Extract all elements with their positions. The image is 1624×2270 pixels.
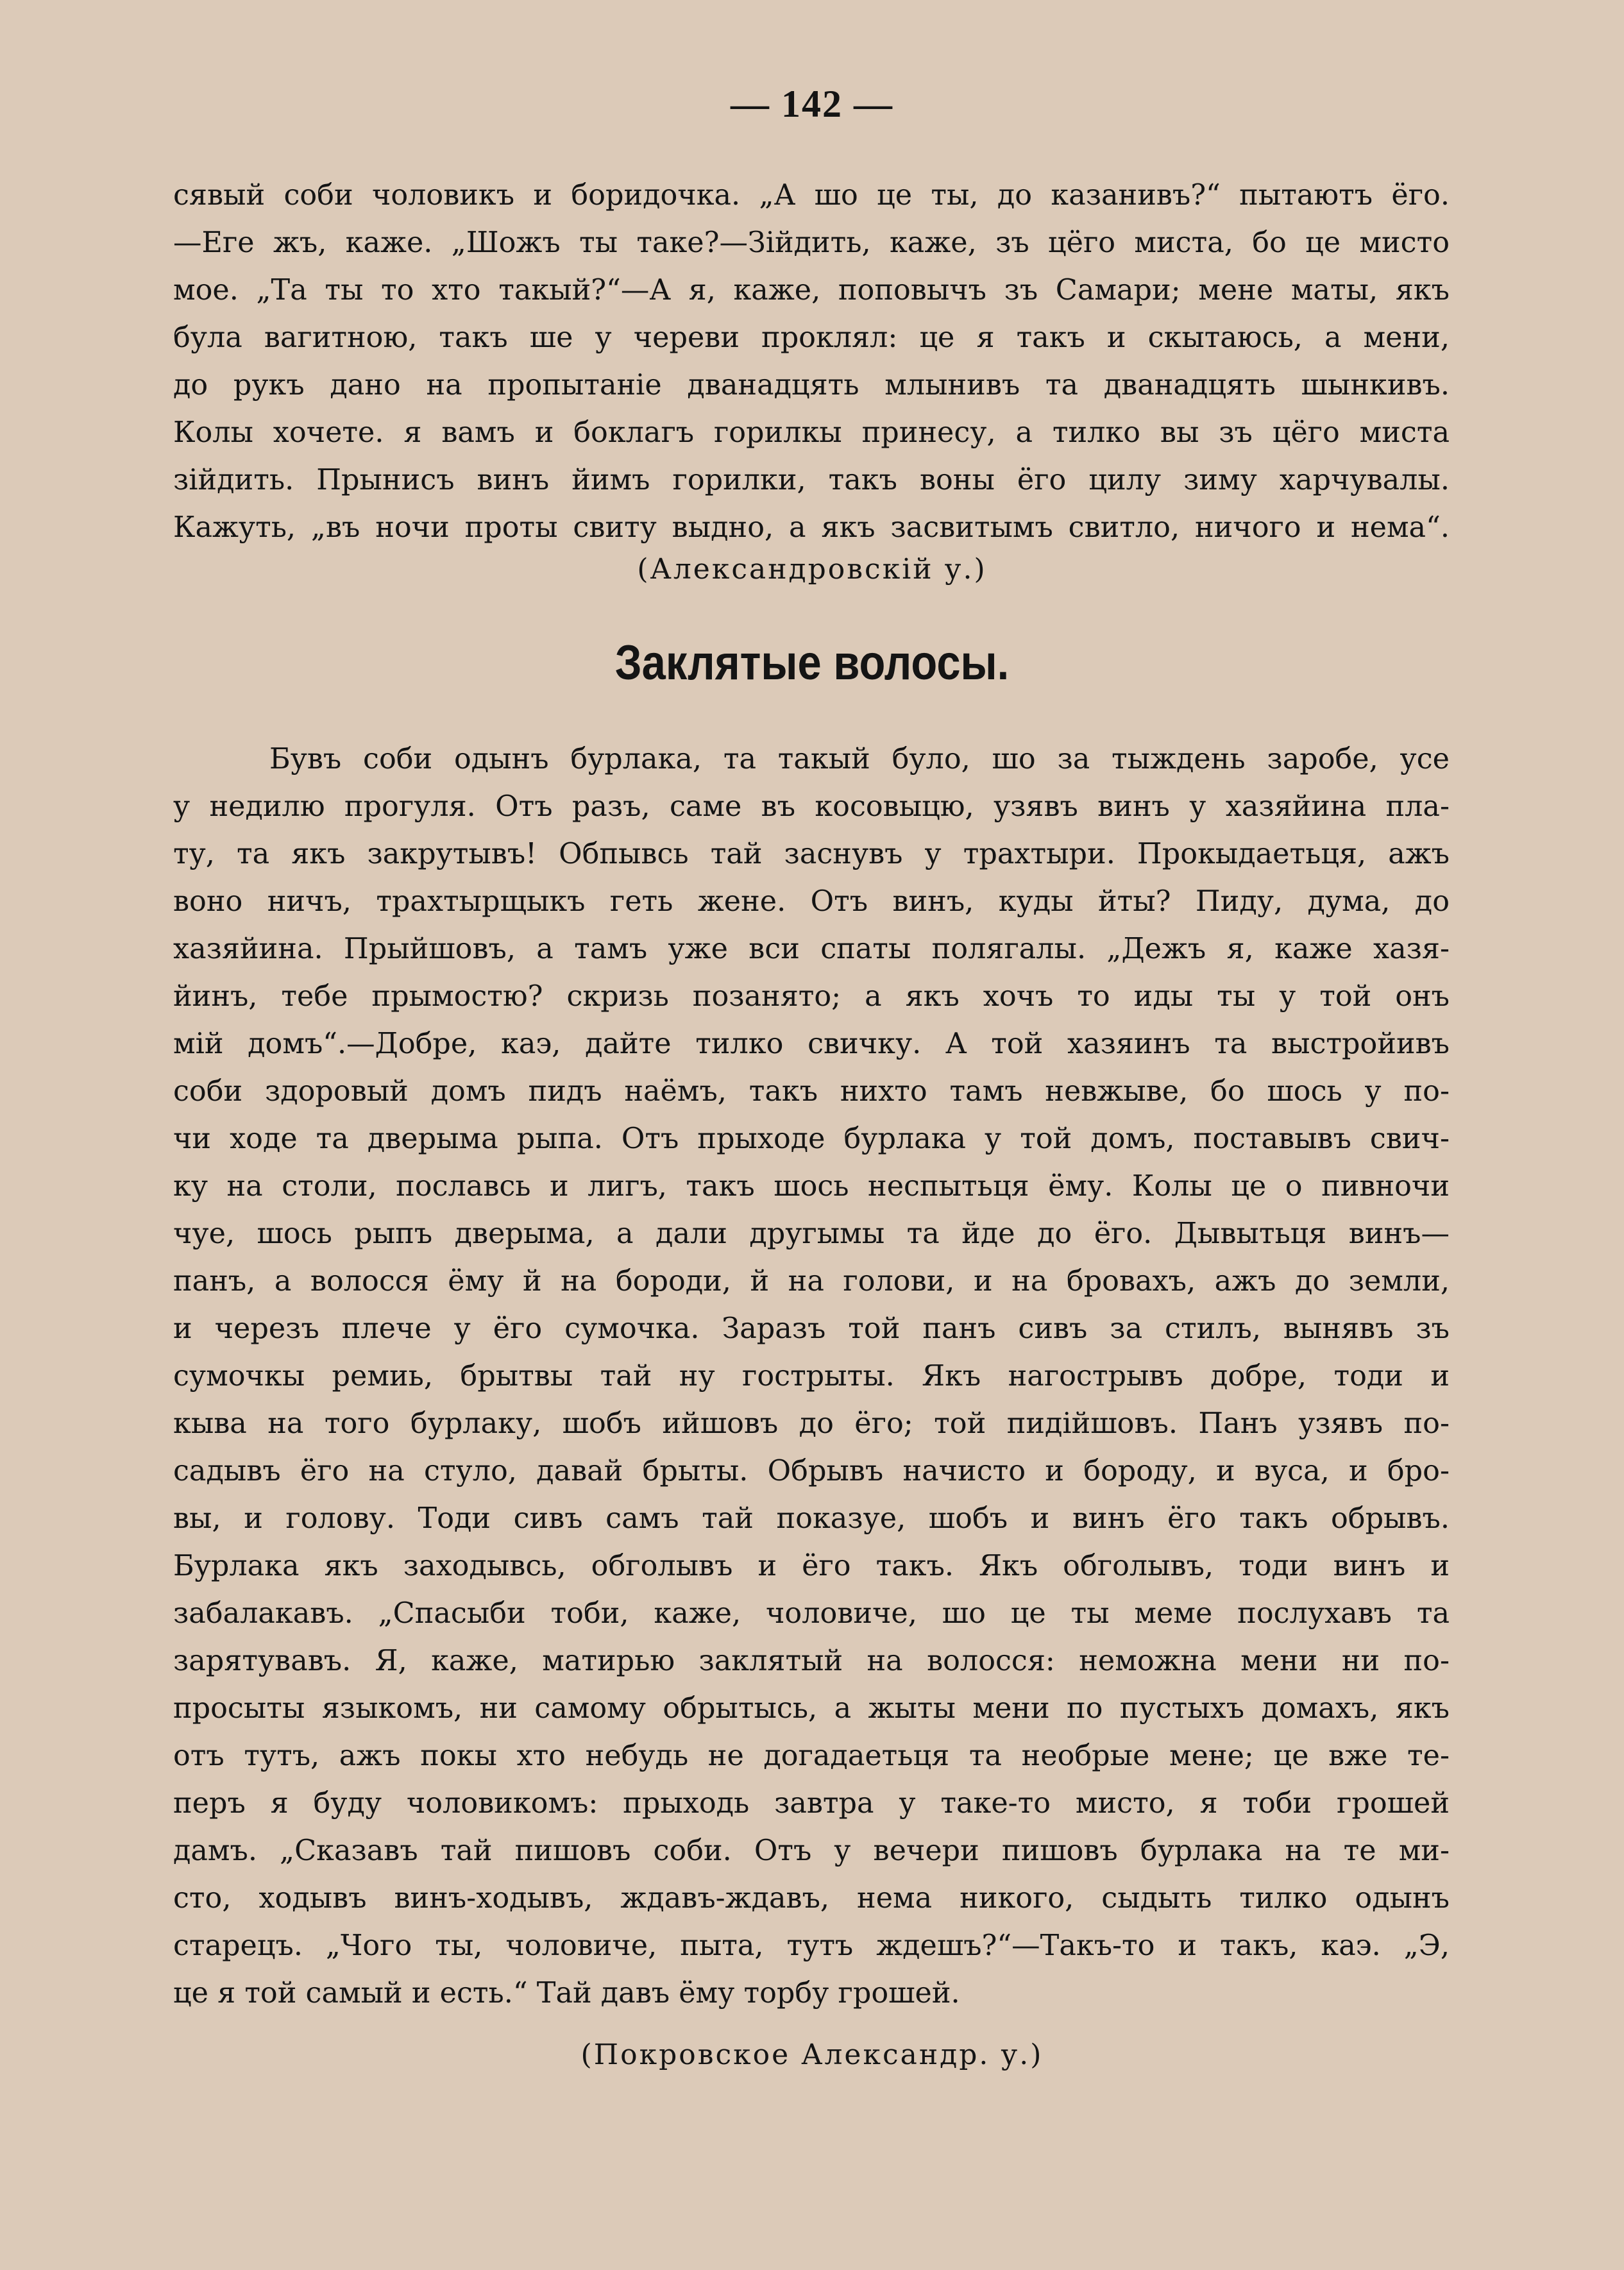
text-line: сумочкы ремиь, брытвы тай ну гострыты. Якъ нагострывъ добре, тоди и [173, 1360, 1450, 1393]
text-line: панъ, а волосся ёму й на бороди, й на голови, и на бровахъ, ажъ до земли, [173, 1265, 1450, 1298]
text-line: Бурлака якъ заходывсь, обголывъ и ёго такъ. Якъ обголывъ, тоди винъ и [173, 1550, 1450, 1582]
text-line: соби здоровый домъ пидъ наёмъ, такъ нихто тамъ невжыве, бо шось у по- [173, 1075, 1450, 1108]
text-line: Колы хочете. я вамъ и боклагъ горилкы принесу, а тилко вы зъ цёго миста [173, 416, 1450, 449]
text-line: сто, ходывъ винъ-ходывъ, ждавъ-ждавъ, нема никого, сыдыть тилко одынъ [173, 1882, 1450, 1915]
text-line: —Еге жъ, каже. „Шожъ ты таке?—Зійдить, каже, зъ цёго миста, бо це мисто [173, 226, 1450, 259]
story-ending [173, 172, 1450, 552]
text-line: зарятувавъ. Я, каже, матирью заклятый на волосся: неможна мени ни по- [173, 1645, 1450, 1677]
text-line: Бувъ соби одынъ бурлака, та такый було, шо за тыждень заробе, усе [269, 743, 1450, 775]
text-line: просыты языкомъ, ни самому обрытысь, а жыты мени по пустыхъ домахъ, якъ [173, 1692, 1450, 1725]
text-line: воно ничъ, трахтырщыкъ геть жене. Отъ винъ, куды йты? Пиду, дума, до [173, 885, 1450, 918]
text-line: ту, та якъ закрутывъ! Обпывсь тай заснувъ у трахтыри. Прокыдаетьця, ажъ [173, 838, 1450, 870]
text-line: старецъ. „Чого ты, чоловиче, пыта, тутъ ждешъ?“—Такъ-то и такъ, каэ. „Э, [173, 1929, 1450, 1962]
text-line: чи ходе та дверыма рыпа. Отъ прыходе бурлака у той домъ, поставывъ свич- [173, 1122, 1450, 1155]
text-line: мое. „Та ты то хто такый?“—А я, каже, поповычъ зъ Самари; мене маты, якъ [173, 274, 1450, 307]
text-line: була вагитною, такъ ше у череви проклял: це я такъ и скытаюсь, а мени, [173, 321, 1450, 354]
text-line: перъ я буду чоловикомъ: прыходь завтра у таке-то мисто, я тоби грошей [173, 1787, 1450, 1820]
text-line: до рукъ дано на пропытаніе дванадцять млынивъ та дванадцять шынкивъ. [173, 369, 1450, 402]
text-line: йинъ, тебе прымостю? скризь позанято; а якъ хочъ то иды ты у той онъ [173, 980, 1450, 1013]
text-line: Кажуть, „въ ночи проты свиту выдно, а якъ засвитымъ свитло, ничого и нема“. [173, 511, 1450, 544]
text-line: ку на столи, пославсь и лигъ, такъ шось неспытьця ёму. Колы це о пивночи [173, 1170, 1450, 1203]
text-line: садывъ ёго на стуло, давай брыты. Обрывъ начисто и бороду, и вуса, и бро- [173, 1455, 1450, 1487]
text-line: кыва на того бурлаку, шобъ ийшовъ до ёго; той пидійшовъ. Панъ узявъ по- [173, 1407, 1450, 1440]
story-body [173, 736, 1450, 2017]
text-line: и черезъ плече у ёго сумочка. Заразъ той панъ сивъ за стилъ, вынявъ зъ [173, 1312, 1450, 1345]
text-line: у недилю прогуля. Отъ разъ, саме въ косовыцю, узявъ винъ у хазяйина пла- [173, 790, 1450, 823]
page-number: — 142 — [731, 83, 893, 125]
text-line: зійдить. Прынисъ винъ йимъ горилки, такъ воны ёго цилу зиму харчувалы. [173, 464, 1450, 496]
story-title: Заклятые волосы. [614, 636, 1010, 690]
source-note-1: (Александровскій у.) [637, 553, 987, 586]
text-line: сявый соби чоловикъ и боридочка. „А шо це ты, до казанивъ?“ пытаютъ ёго. [173, 179, 1450, 212]
text-line: вы, и голову. Тоди сивъ самъ тай показуе, шобъ и винъ ёго такъ обрывъ. [173, 1502, 1450, 1535]
text-line: отъ тутъ, ажъ покы хто небудь не догадаетьця та необрые мене; це вже те- [173, 1740, 1450, 1772]
text-line: чуе, шось рыпъ дверыма, а дали другымы та йде до ёго. Дывытьця винъ— [173, 1217, 1450, 1250]
text-line: це я той самый и есть.“ Тай давъ ёму торбу грошей. [173, 1977, 960, 2010]
text-line: мій домъ“.—Добре, каэ, дайте тилко свичку. А той хазяинъ та выстройивъ [173, 1028, 1450, 1060]
text-line: забалакавъ. „Спасыби тоби, каже, чоловиче, шо це ты меме послухавъ та [173, 1597, 1450, 1630]
source-note-2: (Покровское Александр. у.) [580, 2038, 1044, 2071]
text-line: хазяйина. Прыйшовъ, а тамъ уже вси спаты полягалы. „Дежъ я, каже хазя- [173, 933, 1450, 965]
text-line: дамъ. „Сказавъ тай пишовъ соби. Отъ у вечери пишовъ бурлака на те ми- [173, 1834, 1450, 1867]
